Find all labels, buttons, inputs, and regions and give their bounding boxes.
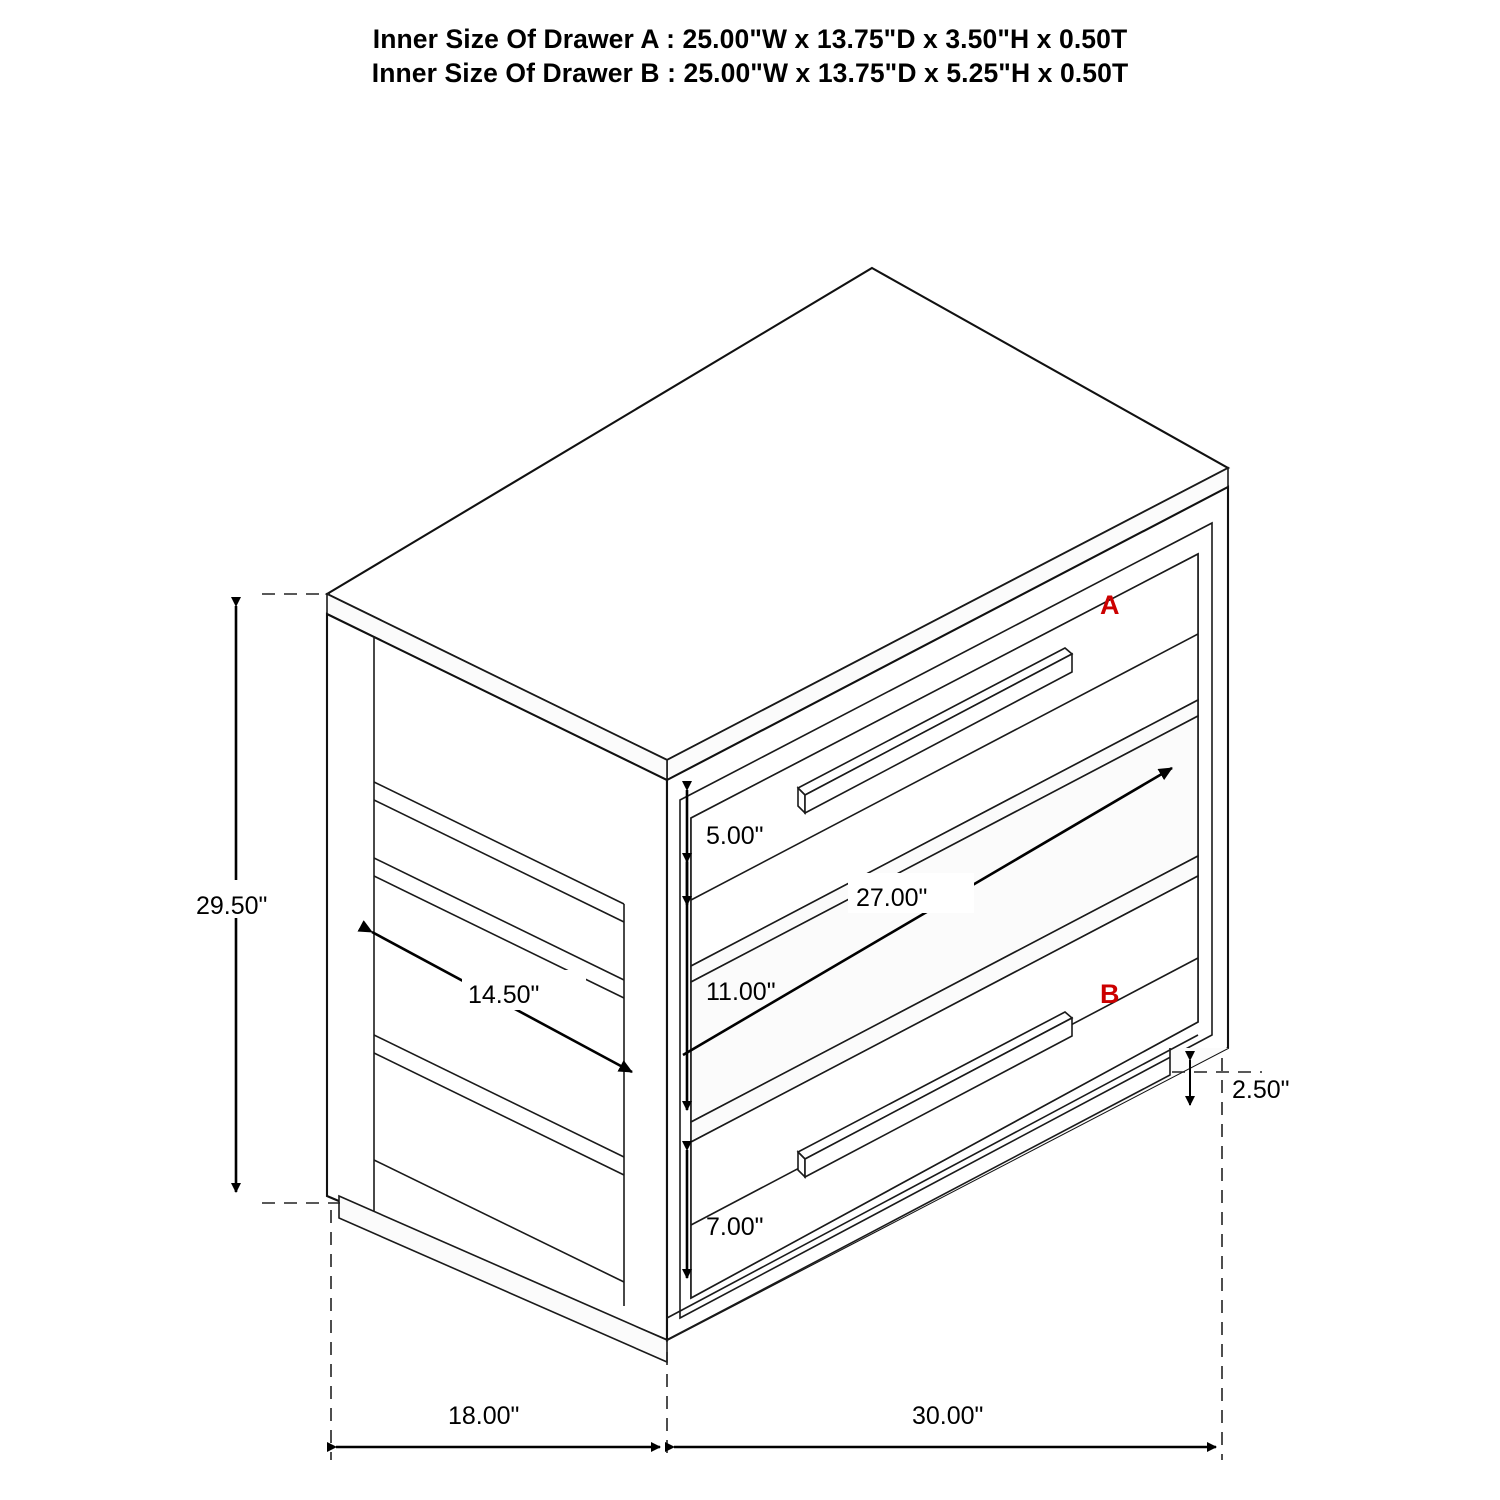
width-label: 30.00" bbox=[912, 1402, 984, 1430]
drawer-b-spec-line: Inner Size Of Drawer B : 25.00"W x 13.75"D x 5.25"H x 0.50T bbox=[371, 58, 1129, 89]
dimension-base-height bbox=[1172, 1060, 1290, 1105]
inner-width-label: 27.00" bbox=[856, 884, 928, 912]
drawer-a-label: A bbox=[1100, 590, 1120, 620]
dimension-overall-height bbox=[190, 594, 340, 1203]
opening-bottom-label: 7.00" bbox=[706, 1213, 764, 1241]
inner-depth-label: 14.50" bbox=[468, 981, 540, 1009]
drawer-a-spec-line: Inner Size Of Drawer A : 25.00"W x 13.75"D x 3.50"H x 0.50T bbox=[372, 24, 1128, 54]
opening-top-label: 5.00" bbox=[706, 822, 764, 850]
drawer-b-label: B bbox=[1100, 979, 1120, 1009]
base-height-label: 2.50" bbox=[1232, 1076, 1290, 1104]
opening-middle-label: 11.00" bbox=[706, 978, 776, 1006]
overall-height-label: 29.50" bbox=[196, 892, 268, 920]
depth-label: 18.00" bbox=[448, 1402, 520, 1430]
